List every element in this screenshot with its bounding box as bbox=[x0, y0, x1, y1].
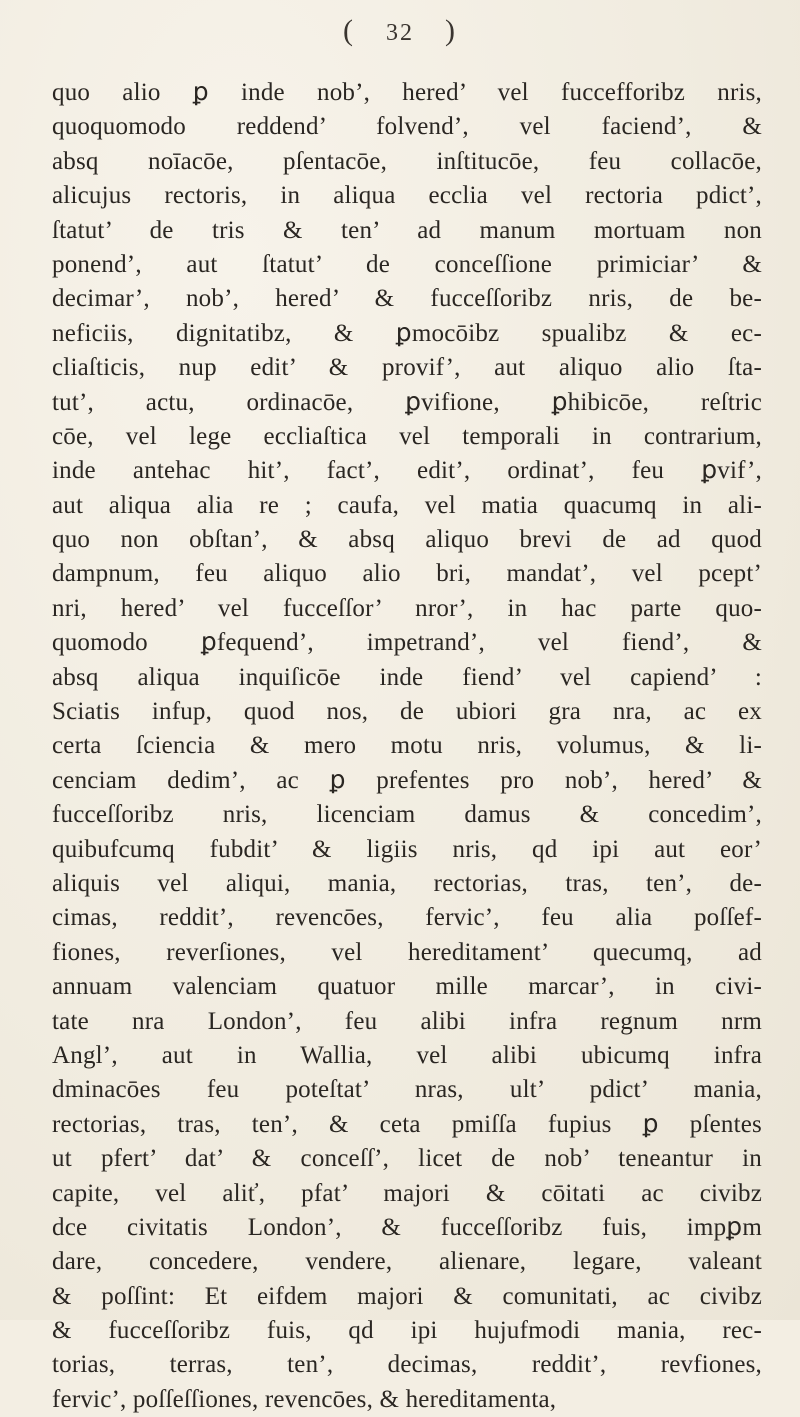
text-line: fiones, reverſiones, vel hereditament’ quecumq, ad bbox=[52, 938, 762, 966]
text-line: & poſſint: Et eifdem majori & comunitati, ac civibz bbox=[52, 1282, 762, 1310]
text-line: quibufcumq fubdit’ & ligiis nris, qd ipi aut eor’ bbox=[52, 835, 762, 863]
text-line: ſtatut’ de tris & ten’ ad manum mortuam non bbox=[52, 216, 762, 244]
page-number-header bbox=[0, 14, 800, 48]
text-line: quomodo ꝑfequend’, impetrand’, vel fiend’, & bbox=[52, 629, 762, 657]
text-line: quoquomodo reddend’ folvend’, vel faciend’, & bbox=[52, 113, 762, 141]
text-line: aut aliqua alia re ; caufa, vel matia quacumq in ali- bbox=[52, 491, 762, 519]
text-line: decimar’, nob’, hered’ & fucceſſoribz nris, de be- bbox=[52, 285, 762, 313]
text-line: cenciam dedim’, ac ꝑ prefentes pro nob’, hered’ & bbox=[52, 766, 762, 794]
text-line: absq aliqua inquiſicōe inde fiend’ vel capiend’ : bbox=[52, 663, 762, 691]
text-line: inde antehac hit’, fact’, edit’, ordinat’, feu ꝑvif’, bbox=[52, 457, 762, 485]
text-line: dce civitatis London’, & fucceſſoribz fuis, impꝑm bbox=[52, 1213, 762, 1241]
text-line: dampnum, feu aliquo alio bri, mandat’, vel pcept’ bbox=[52, 560, 762, 588]
text-line: Sciatis infup, quod nos, de ubiori gra nra, ac ex bbox=[52, 698, 762, 726]
text-line: tut’, actu, ordinacōe, ꝑvifione, ꝑhibicōe, reſtric bbox=[52, 388, 762, 416]
text-line: & fucceſſoribz fuis, qd ipi hujufmodi mania, rec- bbox=[52, 1317, 762, 1345]
text-line: rectorias, tras, ten’, & ceta pmiſſa fupius ꝑ pſentes bbox=[52, 1110, 762, 1138]
open-parenthesis: ( bbox=[343, 14, 355, 47]
text-line: dminacōes feu poteſtat’ nras, ult’ pdict’ mania, bbox=[52, 1076, 762, 1104]
text-line: tate nra London’, feu alibi infra regnum nrm bbox=[52, 1007, 762, 1035]
text-line: certa ſciencia & mero motu nris, volumus, & li- bbox=[52, 732, 762, 760]
text-line: fervic’, poſſeſſiones, revencōes, & hereditamenta, bbox=[52, 1385, 557, 1413]
text-line: dare, concedere, vendere, alienare, legare, valeant bbox=[52, 1248, 762, 1276]
text-line: alicujus rectoris, in aliqua ecclia vel rectoria pdict’, bbox=[52, 182, 762, 210]
text-line: cimas, reddit’, revencōes, fervic’, feu alia poſſef- bbox=[52, 904, 762, 932]
text-line: capite, vel aliť, pfat’ majori & cōitati ac civibz bbox=[52, 1179, 762, 1207]
text-line: nri, hered’ vel fucceſſor’ nror’, in hac parte quo- bbox=[52, 594, 762, 622]
text-line: torias, terras, ten’, decimas, reddit’, revfiones, bbox=[52, 1351, 762, 1379]
text-line: cōe, vel lege eccliaſtica vel temporali in contrarium, bbox=[52, 422, 762, 450]
text-line: aliquis vel aliqui, mania, rectorias, tras, ten’, de- bbox=[52, 869, 762, 897]
text-line: ut pfert’ dat’ & conceſſ’, licet de nob’ teneantur in bbox=[52, 1145, 762, 1173]
close-parenthesis: ) bbox=[445, 14, 457, 47]
text-line: cliaſticis, nup edit’ & provif’, aut aliquo alio ſta- bbox=[52, 354, 762, 382]
text-line: ponend’, aut ſtatut’ de conceſſione primiciar’ & bbox=[52, 250, 762, 278]
text-line: neficiis, dignitatibz, & ꝑmocōibz spualibz & ec- bbox=[52, 319, 762, 347]
page-number: 32 bbox=[386, 20, 414, 46]
text-line: absq noīacōe, pſentacōe, inſtitucōe, feu collacōe, bbox=[52, 147, 762, 175]
text-line: Angl’, aut in Wallia, vel alibi ubicumq infra bbox=[52, 1041, 762, 1069]
text-line: annuam valenciam quatuor mille marcar’, in civi- bbox=[52, 973, 762, 1001]
text-line: quo alio ꝑ inde nob’, hered’ vel fuccefforibz nris, bbox=[52, 79, 762, 106]
body-text bbox=[52, 76, 762, 1417]
text-line: fucceſſoribz nris, licenciam damus & concedim’, bbox=[52, 801, 762, 829]
text-line: quo non obſtan’, & absq aliquo brevi de ad quod bbox=[52, 526, 762, 554]
